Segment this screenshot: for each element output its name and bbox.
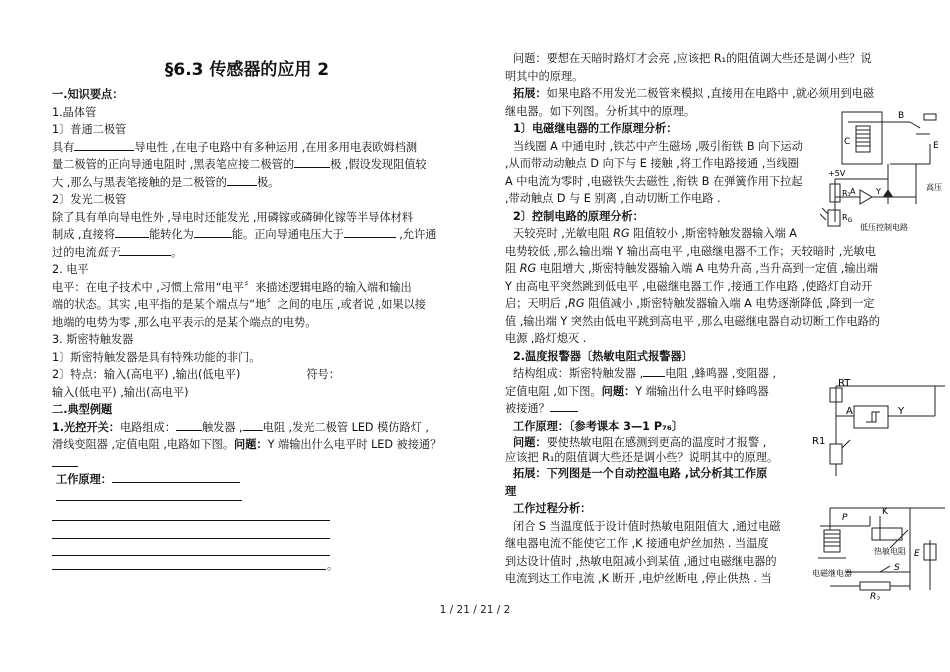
text-line: 拓展：如果电路不用发光二极管来模拟 ,直接用在电路中 ,就必须用到电磁	[513, 87, 875, 100]
subheading: 2.温度报警器〔热敏电阻式报警器〕	[513, 349, 693, 363]
schmitt-trigger	[854, 406, 888, 428]
fill-blank[interactable]	[176, 430, 202, 431]
subheading: 1〕电磁继电器的工作原理分析：	[513, 122, 678, 135]
text-line: 电平：在电子技术中 ,习惯上常用“电平〞来描述逻辑电路的输入端和输出	[52, 280, 412, 294]
answer-line[interactable]	[52, 506, 330, 521]
text-line: 定值电阻 ,如下图。问题：Y 端输出什么电平时蜂鸣器	[505, 384, 769, 398]
svg-text:B: B	[898, 111, 905, 121]
text-line: 值 ,输出端 Y 突然由低电平跳到高电平 ,那么电磁继电器自动切断工作电路的	[505, 314, 880, 328]
text-line: 地端的电势为零 ,那么电平表示的是某个端点的电势。	[52, 315, 317, 329]
text-line: 天较亮时 ,光敏电阻 RG 阻值较小 ,斯密特触发器输入端 A	[513, 227, 797, 240]
text-line: 阻 RG 电阻增大 ,斯密特触发器输入端 A 电势升高 ,当升高到一定值 ,输出端	[505, 262, 878, 275]
page-footer: 1 / 21 / 21 / 2	[439, 604, 511, 616]
temperature-control-figure	[810, 500, 950, 600]
text-line: 继电器电流不能使它工作 ,K 接通电炉丝加热 . 当温度	[505, 537, 769, 550]
text-line: Y 由高电平突然跳到低电平 ,电磁继电器工作 ,接通工作电路 ,使路灯自动开	[505, 279, 873, 293]
text-line: 明其中的原理。	[505, 69, 584, 83]
text-line: 结构组成：斯密特触发器 , 电阻 ,蜂鸣器 ,变阻器 ,	[513, 367, 777, 380]
answer-line[interactable]	[52, 489, 470, 507]
svg-text:Y: Y	[898, 406, 905, 417]
svg-text:E: E	[914, 549, 920, 559]
text-line: 1〕斯密特触发器是具有特殊功能的非门。	[52, 350, 261, 364]
fill-blank[interactable]	[550, 411, 578, 412]
svg-text:高压: 高压	[926, 183, 942, 192]
resistor-r2	[860, 582, 890, 590]
text-line: ,带动触点 D 与 E 别离 ,自动切断工作电路 .	[505, 192, 721, 205]
text-line: 电源 ,路灯熄灭 .	[505, 332, 587, 345]
text-line: 启；天明后 ,RG 阻值减小 ,斯密特触发器输入端 A 电势逐渐降低 ,降到一定	[505, 297, 875, 310]
svg-text:K: K	[882, 507, 888, 517]
answer-line[interactable]	[52, 539, 330, 557]
text-line: 滑线变阻器 ,定值电阻 ,电路如下图。问题：Y 端输出什么电平时 LED 被接通？	[52, 438, 442, 451]
text-line: 电势较低 ,那么输出端 Y 输出高电平 ,电磁继电器不工作；天较暗时 ,光敏电	[505, 244, 876, 258]
text-line: 除了具有单向导电性外 ,导电时还能发光 ,用磷镓或磷砷化镓等半导体材料	[52, 210, 414, 224]
fill-blank[interactable]	[243, 430, 263, 431]
section-heading-examples: 二.典型例题	[52, 403, 113, 416]
text-line: 工作原理：〔参考课本 3—1 P₇₆〕	[513, 419, 684, 433]
photoresistor	[828, 210, 840, 226]
page-title: §6.3 传感器的应用 2	[164, 60, 330, 80]
svg-text:S: S	[894, 563, 900, 573]
temperature-alarm-figure	[810, 376, 950, 480]
svg-text:R2: $R_2$	[870, 592, 881, 600]
fill-blank[interactable]	[344, 237, 396, 238]
fill-blank[interactable]	[643, 376, 665, 377]
text-line: 具有 导电性 ,在电子电路中有多种运用 ,在用多用电表欧姆档测	[52, 140, 418, 154]
svg-text:+5V: +5V	[828, 169, 846, 178]
text-line: 过的电流低于 。	[52, 245, 183, 259]
subheading: 2〕控制电路的原理分析：	[513, 209, 644, 223]
svg-text:Y: Y	[876, 187, 881, 196]
svg-text:热敏电阻: 热敏电阻	[874, 547, 906, 556]
relay-coil	[824, 530, 840, 552]
text-line: 继电器。如下列图。分析其中的原理。	[505, 104, 696, 118]
text-line: 问题：要使热敏电阻在感测到更高的温度时才报警 ,	[513, 436, 767, 449]
text-line: 理	[505, 484, 517, 498]
text-line: 2〕特点：输入(高电平) ,输出(低电平) 符号：	[52, 368, 340, 381]
thermistor	[872, 528, 902, 540]
svg-text:R₁: R₁	[842, 189, 851, 198]
answer-line[interactable]	[52, 521, 330, 539]
answer-line[interactable]	[52, 454, 470, 472]
fill-blank[interactable]	[119, 255, 171, 256]
text-line: 端的状态。其实 ,电平指的是某个端点与“地〞之间的电压 ,或者说 ,如果以接	[52, 298, 426, 311]
text-line: 问题：要想在天暗时路灯才会亮 ,应该把 R₁的阻值调大些还是调小些？说	[513, 52, 872, 65]
fill-blank[interactable]	[74, 150, 134, 151]
text-line: 输入(低电平) ,输出(高电平)	[52, 385, 189, 399]
text-line: 2〕发光二极管	[52, 193, 127, 206]
text-line: 应该把 R₁的阻值调大些还是调小些？说明其中的原理。	[505, 451, 779, 464]
resistor-r1	[830, 444, 842, 464]
text-line: 3. 斯密特触发器	[52, 333, 134, 346]
text-line: 拓展：下列图是一个自动控温电路 ,试分析其工作原	[513, 467, 768, 480]
text-line: 当线圈 A 中通电时 ,铁芯中产生磁场 ,吸引衔铁 B 向下运动	[513, 139, 803, 153]
text-line: 电流到达工作电流 ,K 断开 ,电炉丝断电 ,停止供热 . 当	[505, 572, 772, 585]
text-line: 制成 ,直接将 能转化为 能。正向导通电压大于 ,允许通	[52, 228, 437, 241]
section-heading-knowledge: 一.知识要点：	[52, 88, 124, 101]
fill-blank[interactable]	[194, 237, 232, 238]
text-line: 被接通？	[505, 400, 950, 418]
svg-text:P: P	[842, 513, 848, 523]
text-line: 1〕普通二极管	[52, 123, 127, 136]
fill-blank[interactable]	[112, 482, 240, 483]
text-line: A 中电流为零时 ,电磁铁失去磁性 ,衔铁 B 在弹簧作用下拉起	[505, 174, 803, 188]
subheading: 工作过程分析：	[513, 502, 592, 515]
svg-text:C: C	[844, 137, 851, 147]
relay-circuit-figure	[820, 104, 950, 234]
svg-text:A: A	[846, 406, 853, 417]
svg-text:RG: $R_G$	[842, 213, 853, 224]
text-line: 到达设计值时 ,热敏电阻减小到某值 ,通过电磁继电器的	[505, 554, 777, 568]
text-line: ,从而带动动触点 D 向下与 E 接触 ,将工作电路接通 ,当线圈	[505, 157, 799, 170]
text-line: 2. 电平	[52, 263, 89, 276]
text-line: 大 ,那么与黑表笔接触的是二极管的 极。	[52, 175, 280, 189]
text-line: 闭合 S 当温度低于设计值时热敏电阻阻值大 ,通过电磁	[513, 519, 781, 533]
svg-text:A: A	[850, 187, 856, 196]
fill-blank[interactable]	[115, 237, 149, 238]
text-line: 1.光控开关：电路组成： 触发器 , 电阻 ,发光二极管 LED 模仿路灯 ,	[52, 420, 429, 434]
svg-text:低压控制电路: 低压控制电路	[860, 223, 908, 232]
svg-text:电磁继电器: 电磁继电器	[812, 569, 852, 578]
text-line: 量二极管的正向导通电阻时 ,黑表笔应接二极管的 极 ,假设发现阻值较	[52, 158, 427, 171]
fill-blank[interactable]	[227, 185, 257, 186]
fill-blank[interactable]	[294, 167, 330, 168]
text-line: 工作原理：	[52, 471, 470, 489]
left-column	[52, 86, 470, 574]
svg-text:R1: R1	[812, 436, 826, 447]
text-line: 1.晶体管	[52, 105, 97, 119]
svg-text:RT: RT	[838, 378, 851, 389]
svg-text:E: E	[933, 141, 939, 151]
answer-line[interactable]: 。	[52, 556, 470, 574]
